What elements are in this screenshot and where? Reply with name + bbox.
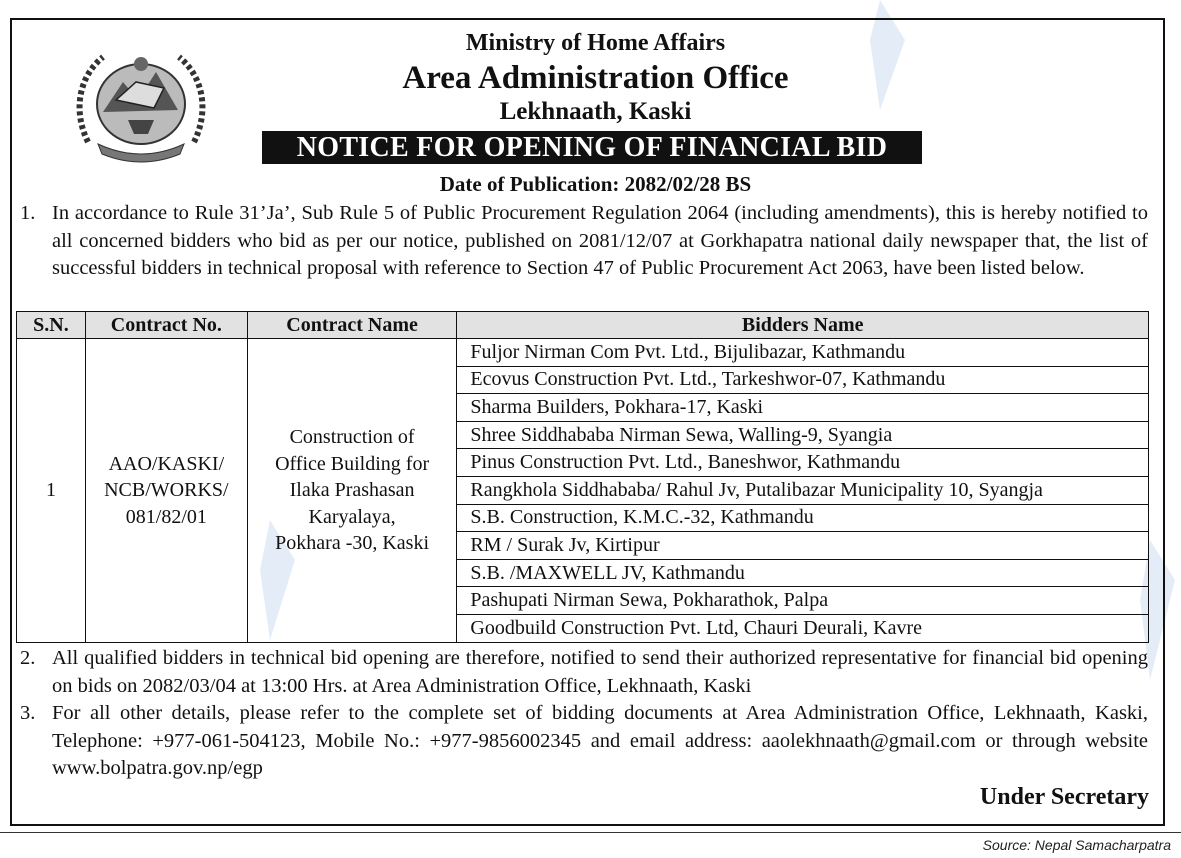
header-bidders-name: Bidders Name xyxy=(457,312,1149,339)
paragraph-number: 3. xyxy=(20,702,36,724)
contract-name-line: Office Building for xyxy=(275,452,430,475)
cell-sn: 1 xyxy=(17,339,86,643)
paragraph-number: 2. xyxy=(20,647,36,669)
paragraph-3 xyxy=(20,700,1148,783)
bidder-name: RM / Surak Jv, Kirtipur xyxy=(457,532,1149,560)
contract-no-line: AAO/KASKI/ xyxy=(108,452,225,475)
bidder-name: Shree Siddhababa Nirman Sewa, Walling-9, Syangia xyxy=(457,421,1149,449)
bidder-name: Ecovus Construction Pvt. Ltd., Tarkeshwor-07, Kathmandu xyxy=(457,366,1149,394)
ministry-name: Ministry of Home Affairs xyxy=(465,30,726,56)
paragraph-text: In accordance to Rule 31’Ja’, Sub Rule 5 of Public Procurement Regulation 2064 (including amendments), this is hereby notified to all concerned bidders who bid as per our notice, published on 2081/12/07 at Gorkhapatra national daily newspaper that, the list of successful bidders in technical proposal with reference to Section 47 of Public Procurement Act 2063, have been listed below. xyxy=(52,202,1148,279)
contract-name-line: Ilaka Prashasan xyxy=(289,479,415,502)
bidder-name: S.B. Construction, K.M.C.-32, Kathmandu xyxy=(457,504,1149,532)
bidder-name: Sharma Builders, Pokhara-17, Kaski xyxy=(457,394,1149,422)
bidder-name: Goodbuild Construction Pvt. Ltd, Chauri Deurali, Kavre xyxy=(457,614,1149,642)
contract-no-line: 081/82/01 xyxy=(125,505,207,528)
cell-contract-name xyxy=(247,339,457,643)
bidder-name: Pashupati Nirman Sewa, Pokharathok, Palpa xyxy=(457,587,1149,615)
cell-contract-no xyxy=(85,339,247,643)
paragraph-1 xyxy=(20,200,1148,283)
signature-title: Under Secretary xyxy=(979,784,1149,810)
contract-name-line: Karyalaya, xyxy=(308,505,396,528)
table-header-row xyxy=(17,312,1149,339)
bidder-name: S.B. /MAXWELL JV, Kathmandu xyxy=(457,559,1149,587)
header-contract-no: Contract No. xyxy=(85,312,247,339)
notice-title: NOTICE FOR OPENING OF FINANCIAL BID xyxy=(262,131,922,164)
bidder-name: Fuljor Nirman Com Pvt. Ltd., Bijulibazar, Kathmandu xyxy=(457,339,1149,367)
office-name: Area Administration Office xyxy=(402,60,789,96)
header-contract-name: Contract Name xyxy=(247,312,457,339)
paragraph-2 xyxy=(20,645,1148,700)
publication-date: Date of Publication: 2082/02/28 BS xyxy=(439,172,752,196)
contract-name-line: Construction of xyxy=(289,426,415,449)
bidders-table xyxy=(16,311,1149,643)
bottom-divider xyxy=(0,832,1181,833)
contract-name-line: Pokhara -30, Kaski xyxy=(275,532,430,555)
contract-no-line: NCB/WORKS/ xyxy=(104,479,229,502)
table-row xyxy=(17,339,1149,367)
header-sn: S.N. xyxy=(17,312,86,339)
bidder-name: Pinus Construction Pvt. Ltd., Baneshwor, Kathmandu xyxy=(457,449,1149,477)
paragraph-text: For all other details, please refer to the complete set of bidding documents at Area Administration Office, Lekhnaath, Kaski, Telephone: +977-061-504123, Mobile No.: +977-9856002345 and email address: aaolekhnaath@gmail.com or through website www.bolpatra.gov.np/egp xyxy=(52,702,1148,779)
paragraph-text: All qualified bidders in technical bid opening are therefore, notified to send their authorized representative for financial bid opening on bids on 2082/03/04 at 13:00 Hrs. at Area Administration Office, Lekhnaath, Kaski xyxy=(52,647,1148,697)
office-location: Lekhnaath, Kaski xyxy=(499,98,692,125)
source-credit: Source: Nepal Samacharpatra xyxy=(982,837,1171,853)
bidder-name: Rangkhola Siddhababa/ Rahul Jv, Putalibazar Municipality 10, Syangja xyxy=(457,476,1149,504)
paragraph-number: 1. xyxy=(20,202,36,224)
